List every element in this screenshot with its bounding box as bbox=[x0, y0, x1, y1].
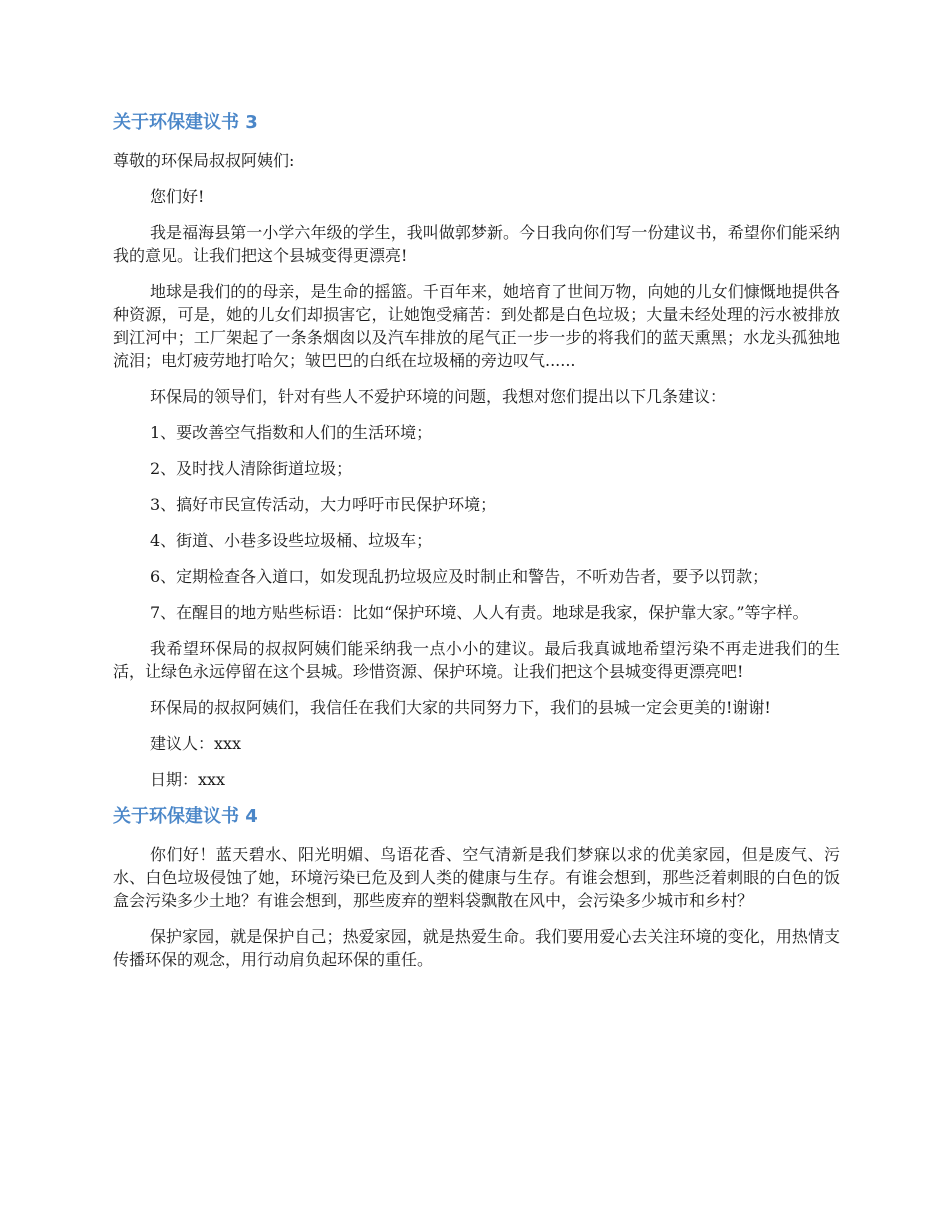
earth-paragraph: 地球是我们的的母亲，是生命的摇篮。千百年来，她培育了世间万物，向她的儿女们慷慨地提供各种资源，可是，她的儿女们却损害它，让她饱受痛苦：到处都是白色垃圾；大量未经处理的污水被排放到江河中；工厂架起了一条条烟囱以及汽车排放的尾气正一步一步的将我们的蓝天熏黑；水龙头孤独地流泪；电灯疲劳地打哈欠；皱巴巴的白纸在垃圾桶的旁边叹气...... bbox=[113, 282, 840, 370]
closing-paragraph: 环保局的叔叔阿姨们，我信任在我们大家的共同努力下，我们的县城一定会更美的!谢谢! bbox=[150, 698, 771, 717]
intro-paragraph: 我是福海县第一小学六年级的学生，我叫做郭梦新。今日我向你们写一份建议书，希望你们能采纳我的意见。让我们把这个县城变得更漂亮! bbox=[113, 223, 840, 265]
date-line: 日期：xxx bbox=[150, 770, 226, 789]
section-4-heading: 关于环保建议书 4 bbox=[113, 806, 258, 827]
suggestion-item: 7、在醒目的地方贴些标语：比如“保护环境、人人有责。地球是我家，保护靠大家。”等字样。 bbox=[150, 603, 809, 622]
section-3-heading: 关于环保建议书 3 bbox=[113, 112, 258, 133]
suggestion-item: 4、街道、小巷多设些垃圾桶、垃圾车； bbox=[150, 531, 433, 550]
greeting: 您们好! bbox=[150, 187, 205, 206]
suggestion-lead: 环保局的领导们，针对有些人不爱护环境的问题，我想对您们提出以下几条建议： bbox=[150, 387, 727, 406]
section-4-paragraph: 保护家园，就是保护自己；热爱家园，就是热爱生命。我们要用爱心去关注环境的变化，用热情支传播环保的观念，用行动肩负起环保的重任。 bbox=[113, 927, 840, 969]
suggestion-item: 3、搞好市民宣传活动，大力呼吁市民保护环境； bbox=[150, 495, 497, 514]
signature-line: 建议人：xxx bbox=[150, 734, 242, 753]
salutation: 尊敬的环保局叔叔阿姨们: bbox=[113, 151, 295, 170]
hope-paragraph: 我希望环保局的叔叔阿姨们能采纳我一点小小的建议。最后我真诚地希望污染不再走进我们的生活，让绿色永远停留在这个县城。珍惜资源、保护环境。让我们把这个县城变得更漂亮吧! bbox=[113, 639, 840, 681]
suggestion-item: 6、定期检查各入道口，如发现乱扔垃圾应及时制止和警告，不听劝告者，要予以罚款； bbox=[150, 567, 769, 586]
suggestion-item: 1、要改善空气指数和人们的生活环境； bbox=[150, 423, 433, 442]
suggestion-item: 2、及时找人清除街道垃圾； bbox=[150, 459, 353, 478]
document-page bbox=[113, 110, 840, 984]
section-4-paragraph: 你们好！蓝天碧水、阳光明媚、鸟语花香、空气清新是我们梦寐以求的优美家园，但是废气、污水、白色垃圾侵蚀了她，环境污染已危及到人类的健康与生存。有谁会想到，那些泛着刺眼的白色的饭盒会污染多少土地？有谁会想到，那些废弃的塑料袋飘散在风中，会污染多少城市和乡村？ bbox=[113, 845, 840, 910]
